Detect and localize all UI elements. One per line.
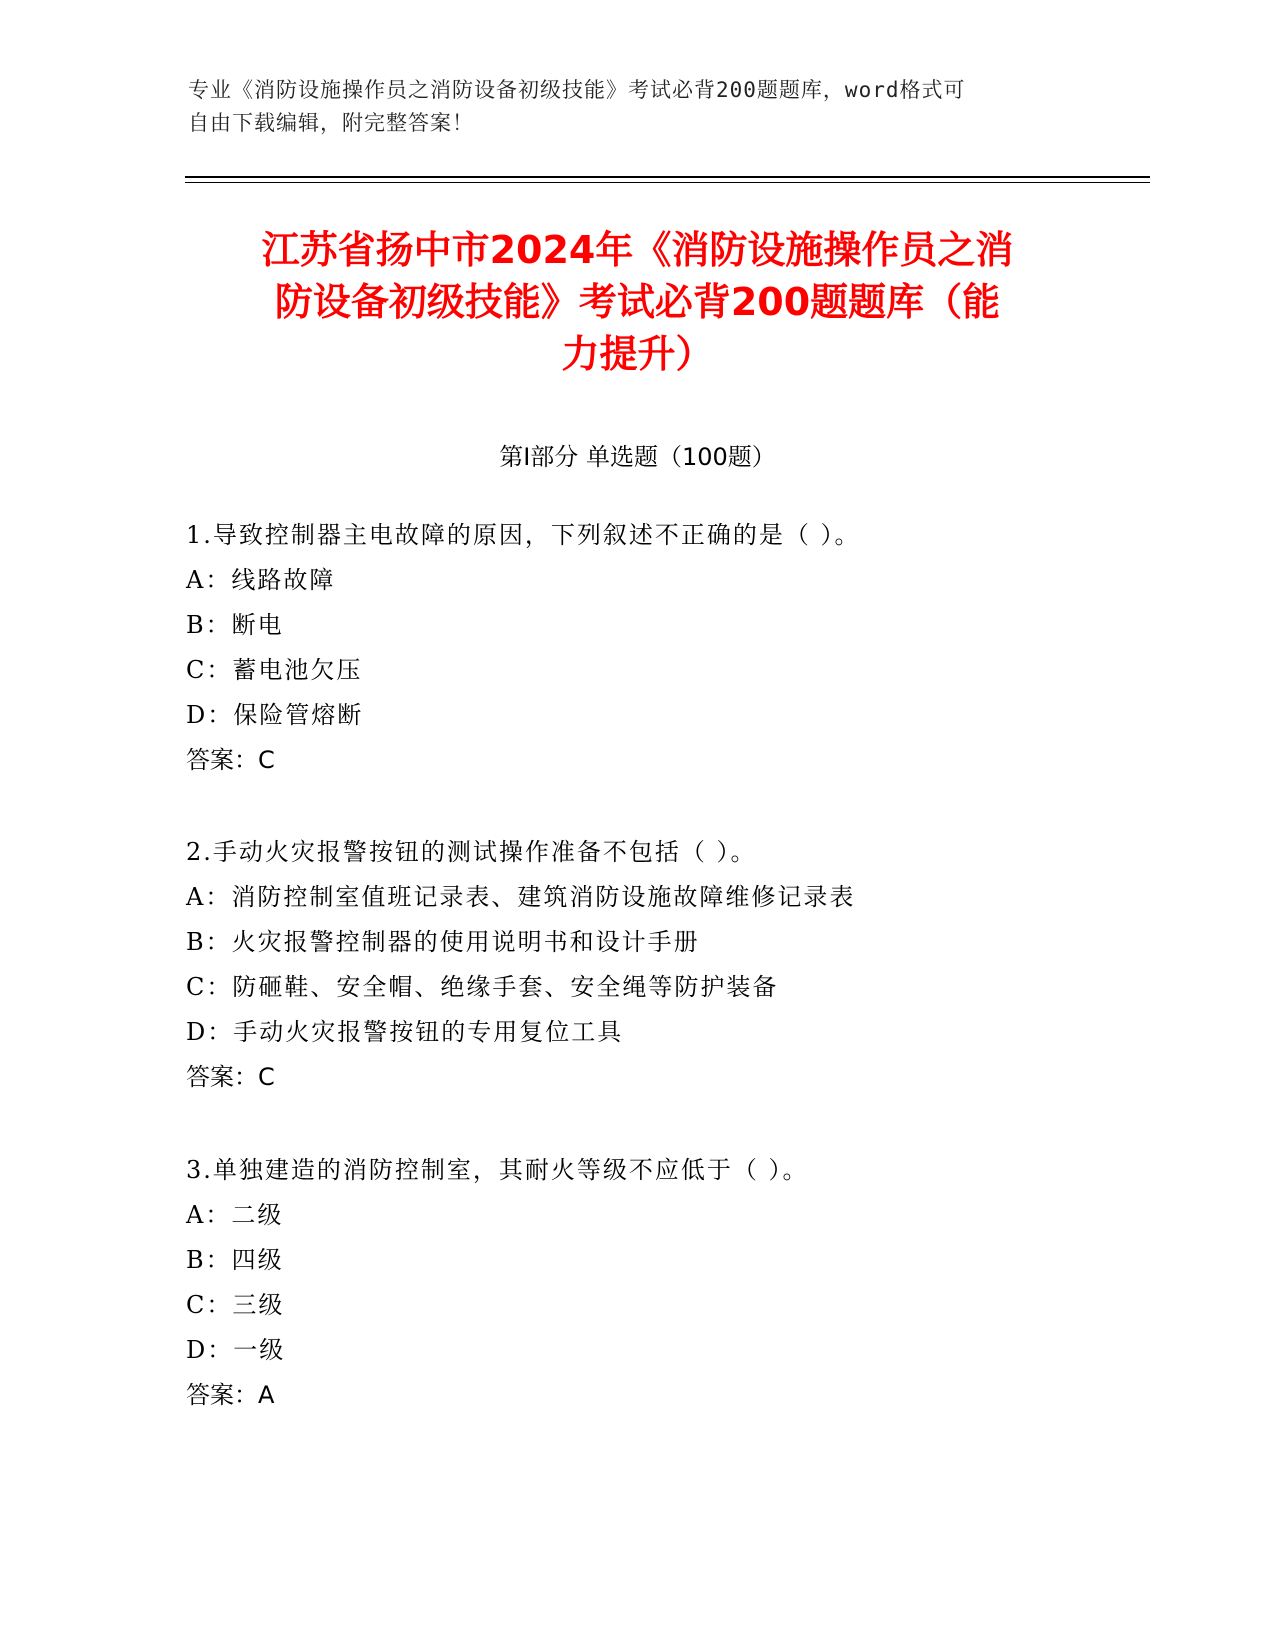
option-c: C：三级 (186, 1291, 285, 1319)
question-1 (186, 513, 1186, 783)
section-title: 第Ⅰ部分 单选题（100题） (499, 443, 776, 471)
option-b: B：四级 (186, 1246, 284, 1274)
answer: 答案：C (186, 1063, 275, 1091)
option-c: C：蓄电池欠压 (186, 656, 363, 684)
answer: 答案：C (186, 746, 275, 774)
option-d: D：一级 (186, 1336, 286, 1364)
document-title-line-2: 防设备初级技能》考试必背200题题库（能 (274, 280, 1001, 324)
header-note-line-1: 专业《消防设施操作员之消防设备初级技能》考试必背200题题库，word格式可 (188, 78, 966, 102)
header-note (188, 74, 1088, 140)
option-b: B：火灾报警控制器的使用说明书和设计手册 (186, 928, 700, 956)
header-note-line-2: 自由下载编辑，附完整答案！ (188, 111, 474, 135)
option-a: A：消防控制室值班记录表、建筑消防设施故障维修记录表 (186, 883, 856, 911)
option-b: B：断电 (186, 611, 284, 639)
document-title (170, 224, 1105, 380)
option-d: D：手动火灾报警按钮的专用复位工具 (186, 1018, 624, 1046)
question-stem: 2.手动火灾报警按钮的测试操作准备不包括（ ）。 (186, 838, 757, 866)
answer: 答案：A (186, 1381, 275, 1409)
option-a: A：线路故障 (186, 566, 336, 594)
option-c: C：防砸鞋、安全帽、绝缘手套、安全绳等防护装备 (186, 973, 779, 1001)
question-2 (186, 830, 1186, 1100)
option-d: D：保险管熔断 (186, 701, 364, 729)
question-stem: 3.单独建造的消防控制室，其耐火等级不应低于（ ）。 (186, 1156, 809, 1184)
header-divider-thin (185, 182, 1150, 183)
option-a: A：二级 (186, 1201, 284, 1229)
question-stem: 1.导致控制器主电故障的原因，下列叙述不正确的是（ ）。 (186, 521, 861, 549)
document-title-line-3: 力提升） (561, 332, 714, 376)
document-title-line-1: 江苏省扬中市2024年《消防设施操作员之消 (261, 228, 1014, 272)
question-3 (186, 1148, 1186, 1418)
header-divider-thick (185, 176, 1150, 178)
